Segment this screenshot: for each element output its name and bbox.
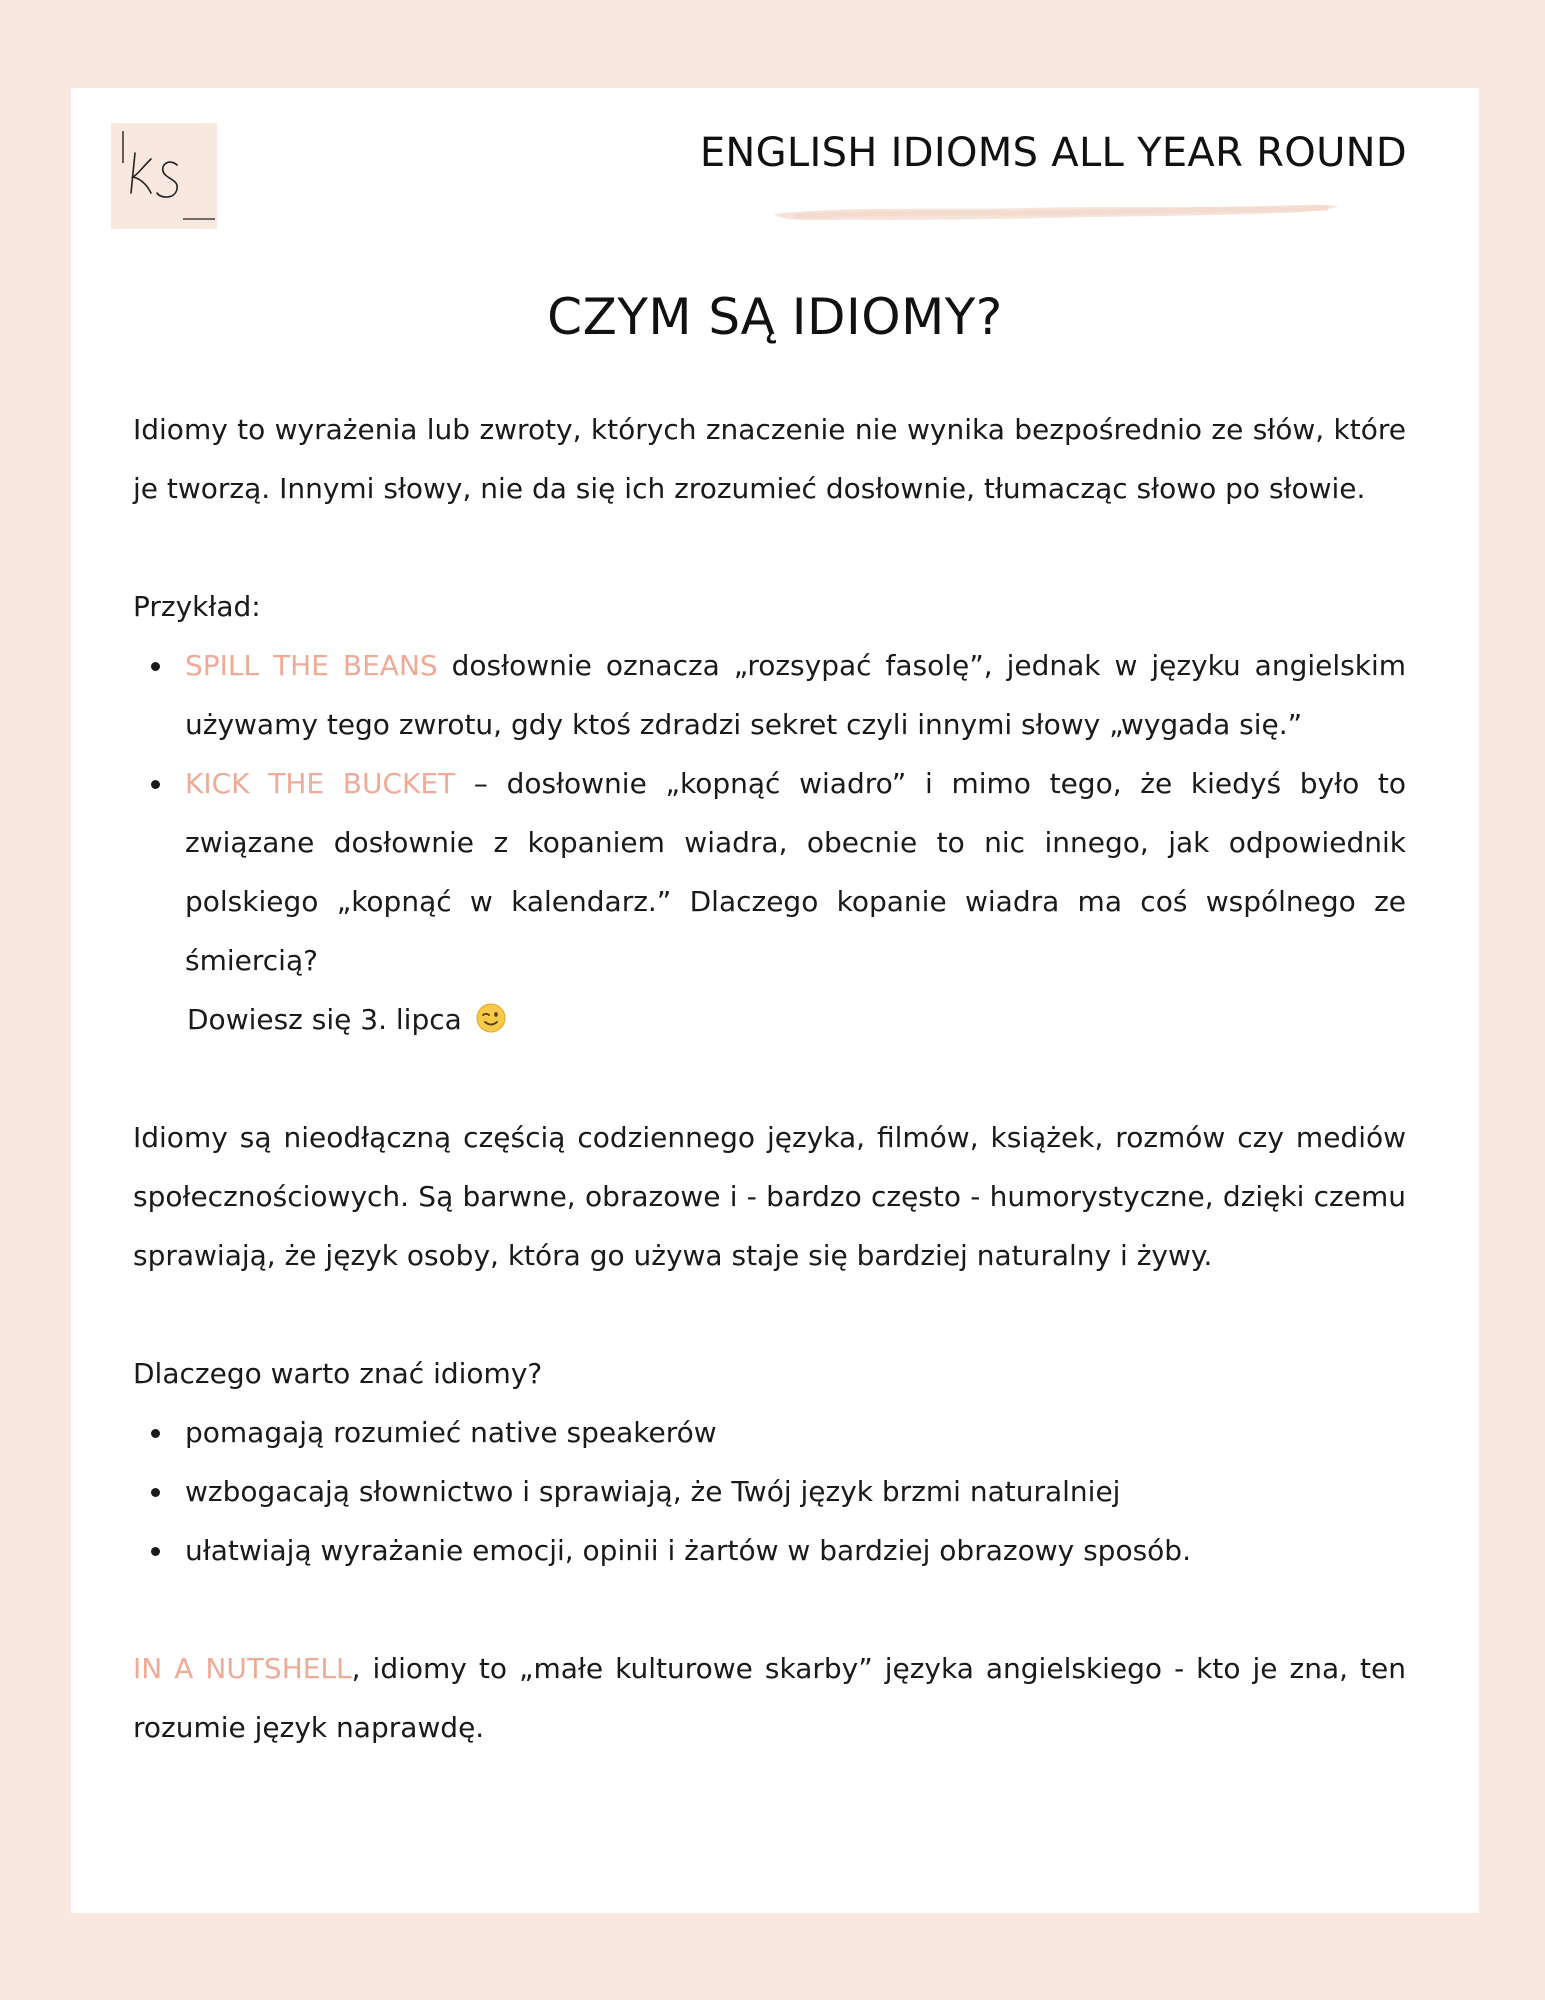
usage-paragraph: Idiomy są nieodłączną częścią codziennego języka, filmów, książek, rozmów czy mediów społecznościowych. Są barwne, obrazowe i - bardzo często - humorystyczne, dzięki czemu sprawiają, że język osoby, która go używa staje się bardziej naturalny i żywy.	[133, 1121, 1406, 1272]
ks-signature-logo	[111, 123, 217, 229]
teaser-text: Dowiesz się 3. lipca	[187, 1003, 462, 1036]
example-heading: Przykład:	[133, 590, 261, 623]
page-title: CZYM SĄ IDIOMY?	[547, 288, 1003, 346]
reasons-list	[133, 1403, 1406, 1580]
list-item	[133, 636, 1406, 754]
why-heading: Dlaczego warto znać idiomy?	[133, 1357, 543, 1390]
document-body	[133, 400, 1406, 1757]
winking-face-icon	[475, 1002, 507, 1034]
examples-list	[133, 636, 1406, 990]
conclusion-text: , idiomy to „małe kulturowe skarby” języka angielskiego - kto je zna, ten rozumie język naprawdę.	[133, 1652, 1406, 1744]
idiom-highlight: SPILL THE BEANS	[185, 649, 438, 682]
idiom-explanation: dosłownie oznacza „rozsypać fasolę”, jednak w języku angielskim używamy tego zwrotu, gdy ktoś zdradzi sekret czyli innymi słowy „wygada się.”	[185, 649, 1406, 741]
logo	[111, 123, 217, 229]
header-title: ENGLISH IDIOMS ALL YEAR ROUND	[699, 130, 1407, 176]
conclusion-paragraph	[133, 1639, 1406, 1757]
list-item: pomagają rozumieć native speakerów	[133, 1403, 1406, 1462]
teaser-line	[133, 990, 1406, 1049]
list-item	[133, 754, 1406, 990]
idiom-highlight: IN A NUTSHELL	[133, 1652, 352, 1685]
list-item: ułatwiają wyrażanie emocji, opinii i żartów w bardziej obrazowy sposób.	[133, 1521, 1406, 1580]
idiom-explanation: – dosłownie „kopnąć wiadro” i mimo tego, że kiedyś było to związane dosłownie z kopaniem wiadra, obecnie to nic innego, jak odpowiednik polskiego „kopnąć w kalendarz.” Dlaczego kopanie wiadra ma coś wspólnego ze śmiercią?	[185, 767, 1407, 977]
idiom-highlight: KICK THE BUCKET	[185, 767, 456, 800]
list-item: wzbogacają słownictwo i sprawiają, że Twój język brzmi naturalniej	[133, 1462, 1406, 1521]
intro-paragraph: Idiomy to wyrażenia lub zwroty, których znaczenie nie wynika bezpośrednio ze słów, które je tworzą. Innymi słowy, nie da się ich zrozumieć dosłownie, tłumacząc słowo po słowie.	[133, 413, 1406, 505]
document-page	[71, 88, 1479, 1913]
brush-stroke-decoration	[766, 196, 1346, 226]
